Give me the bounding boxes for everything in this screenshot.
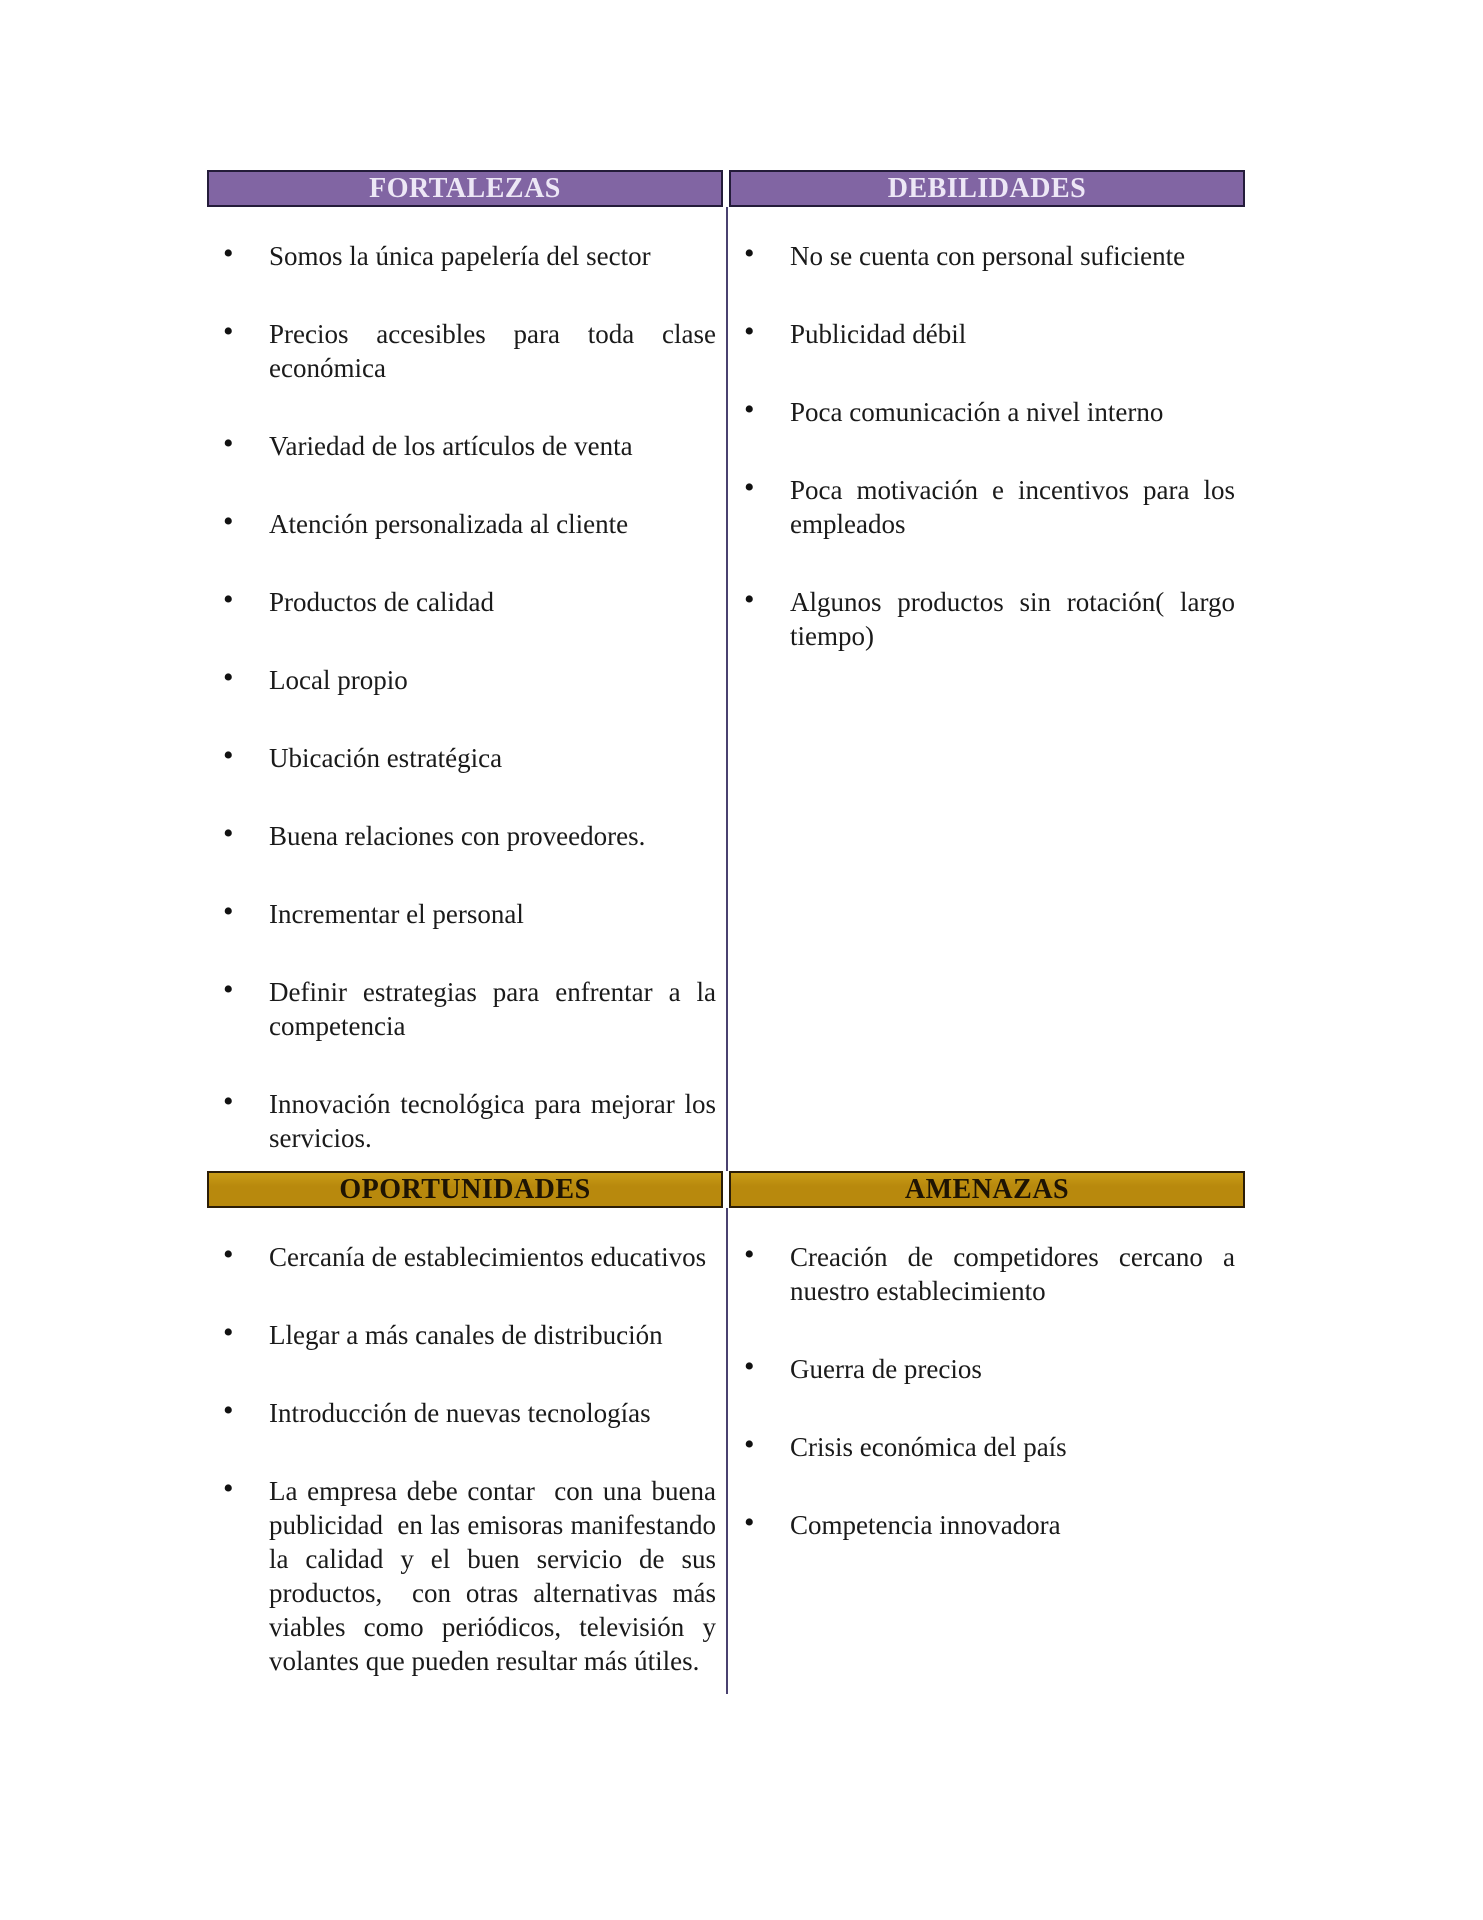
list-item-text: Creación de competidores cercano a nuestro establecimiento [790, 1242, 1242, 1306]
amenazas-header: AMENAZAS [729, 1171, 1245, 1208]
swot-header-row-2 [207, 1171, 1245, 1208]
list-item-text: Variedad de los artículos de venta [269, 431, 633, 461]
bullet-icon [744, 471, 755, 505]
list-item-text: Competencia innovadora [790, 1510, 1061, 1540]
list-item-text: Introducción de nuevas tecnologías [269, 1398, 651, 1428]
list-item-text: Poca motivación e incentivos para los empleados [790, 475, 1242, 539]
bullet-icon [223, 1085, 234, 1119]
list-item [728, 1352, 1235, 1386]
list-item [207, 585, 716, 619]
bullet-icon [744, 1428, 755, 1462]
list-item [207, 741, 716, 775]
list-item-text: Buena relaciones con proveedores. [269, 821, 646, 851]
bullet-icon [744, 315, 755, 349]
list-item-text: Productos de calidad [269, 587, 494, 617]
bullet-icon [223, 583, 234, 617]
list-item [728, 317, 1235, 351]
list-item [207, 975, 723, 1043]
bullet-icon [223, 973, 234, 1007]
bullet-icon [744, 393, 755, 427]
bullet-icon [744, 1506, 755, 1540]
list-item-text: No se cuenta con personal suficiente [790, 241, 1186, 271]
list-item-text: Innovación tecnológica para mejorar los servicios. [269, 1089, 723, 1153]
bullet-icon [223, 895, 234, 929]
list-item-text: Cercanía de establecimientos educativos [269, 1242, 707, 1272]
fortalezas-cell [207, 207, 726, 1171]
bullet-icon [223, 237, 234, 271]
bullet-icon [744, 1350, 755, 1384]
debilidades-header: DEBILIDADES [729, 170, 1245, 207]
swot-body-row-1 [207, 207, 1245, 1171]
fortalezas-header: FORTALEZAS [207, 170, 723, 207]
amenazas-cell [726, 1208, 1245, 1694]
list-item [728, 1508, 1235, 1542]
list-item [207, 1318, 716, 1352]
list-item-text: Publicidad débil [790, 319, 967, 349]
list-item-text: Algunos productos sin rotación( largo tiempo) [790, 587, 1242, 651]
bullet-icon [744, 237, 755, 271]
list-item-text: La empresa debe contar con una buena publicidad en las emisoras manifestando la calidad y el buen servicio de sus productos, con otras alternativas más viables como periódicos, televisión y volantes que pueden resultar más útiles. [269, 1476, 723, 1676]
list-item-text: Guerra de precios [790, 1354, 982, 1384]
oportunidades-list [207, 1240, 723, 1678]
list-item-text: Poca comunicación a nivel interno [790, 397, 1164, 427]
list-item-text: Local propio [269, 665, 408, 695]
list-item [207, 1474, 723, 1678]
amenazas-list [728, 1240, 1242, 1542]
bullet-icon [223, 427, 234, 461]
list-item [728, 395, 1235, 429]
list-item-text: Ubicación estratégica [269, 743, 503, 773]
bullet-icon [223, 505, 234, 539]
debilidades-cell [726, 207, 1245, 1171]
list-item [728, 1240, 1242, 1308]
list-item-text: Atención personalizada al cliente [269, 509, 629, 539]
list-item [207, 897, 716, 931]
list-item-text: Somos la única papelería del sector [269, 241, 651, 271]
bullet-icon [223, 817, 234, 851]
list-item [207, 819, 716, 853]
bullet-icon [223, 315, 234, 349]
bullet-icon [744, 1238, 755, 1272]
list-item-text: Crisis económica del país [790, 1432, 1067, 1462]
list-item [207, 317, 723, 385]
list-item [207, 1087, 723, 1155]
list-item [207, 507, 716, 541]
list-item-text: Incrementar el personal [269, 899, 524, 929]
fortalezas-list [207, 239, 723, 1155]
bullet-icon [223, 739, 234, 773]
oportunidades-header: OPORTUNIDADES [207, 1171, 723, 1208]
swot-header-row-1 [207, 170, 1245, 207]
oportunidades-cell [207, 1208, 726, 1694]
list-item [207, 1396, 716, 1430]
list-item-text: Definir estrategias para enfrentar a la competencia [269, 977, 723, 1041]
list-item [207, 1240, 716, 1274]
list-item-text: Precios accesibles para toda clase económica [269, 319, 723, 383]
bullet-icon [223, 1472, 234, 1506]
list-item [207, 239, 716, 273]
list-item [728, 585, 1242, 653]
list-item [728, 239, 1235, 273]
bullet-icon [223, 1316, 234, 1350]
bullet-icon [744, 583, 755, 617]
swot-table [207, 170, 1245, 1694]
list-item [728, 473, 1242, 541]
list-item [207, 429, 716, 463]
debilidades-list [728, 239, 1242, 653]
bullet-icon [223, 1394, 234, 1428]
list-item [728, 1430, 1235, 1464]
bullet-icon [223, 661, 234, 695]
list-item [207, 663, 716, 697]
bullet-icon [223, 1238, 234, 1272]
swot-body-row-2 [207, 1208, 1245, 1694]
list-item-text: Llegar a más canales de distribución [269, 1320, 663, 1350]
